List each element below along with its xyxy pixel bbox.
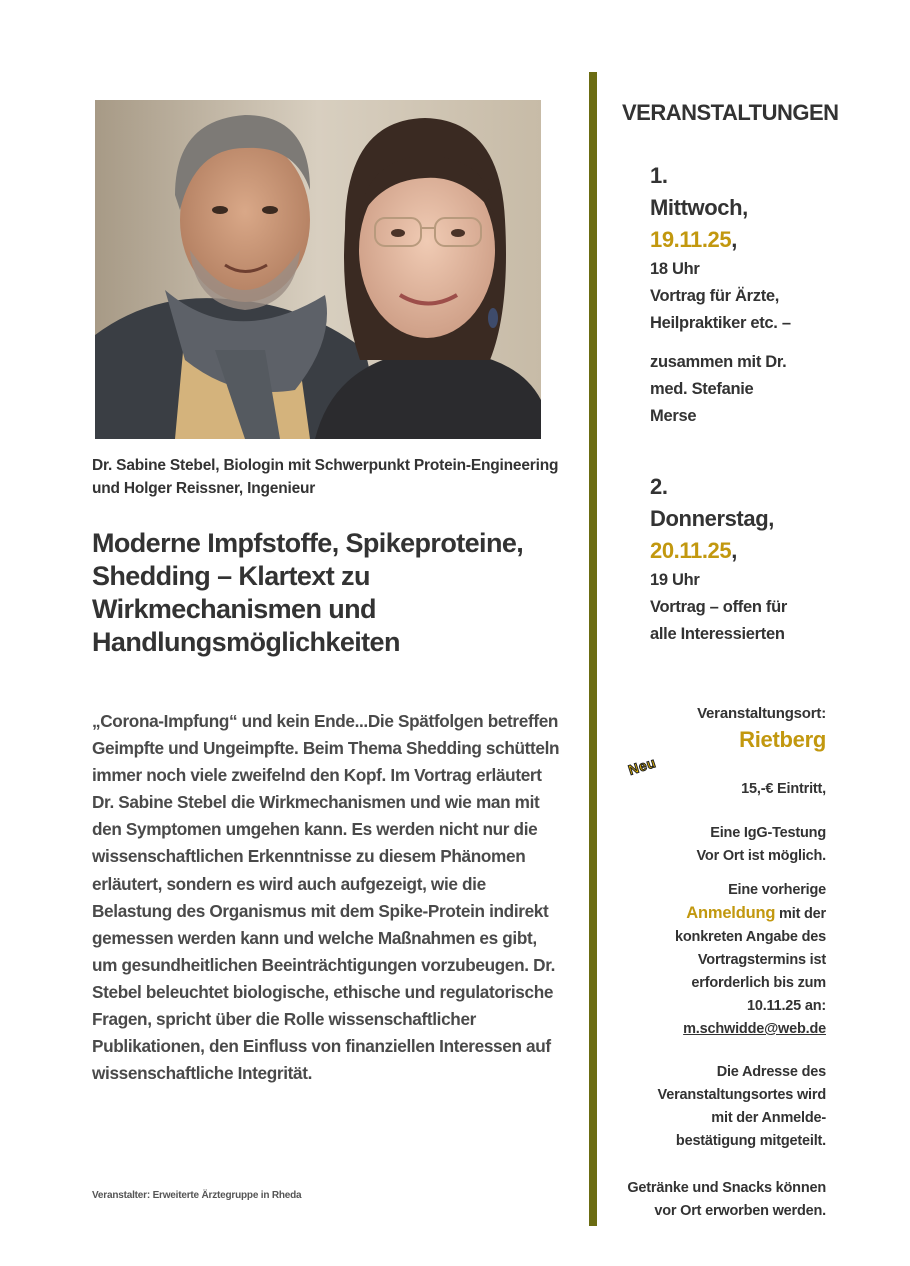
event-number: 2. [650, 474, 668, 499]
events-heading: VERANSTALTUNGEN [622, 100, 839, 125]
event-date: 19.11.25, [650, 227, 737, 252]
lecture-title: Moderne Impfstoffe, Spikeproteine, Shedding – Klartext zu Wirkmechanismen und Handlungsmöglichkeiten [92, 528, 524, 657]
event-time: 19 Uhr [650, 571, 700, 589]
registration-email-link[interactable]: m.schwidde@web.de [683, 1021, 826, 1037]
event-day: Mittwoch, [650, 195, 748, 220]
test-line: Eine IgG-Testung [710, 825, 826, 841]
venue-place: Rietberg [739, 727, 826, 752]
entry-fee: 15,-€ Eintritt, [741, 781, 826, 797]
registration-line: erforderlich bis zum [691, 975, 826, 991]
registration-line: Anmeldung mit der [686, 904, 826, 922]
organizer-note: Veranstalter: Erweiterte Ärztegruppe in Rheda [92, 1190, 302, 1201]
event-number: 1. [650, 163, 668, 188]
event-line: alle Interessierten [650, 625, 785, 643]
fee-block [610, 778, 826, 801]
snacks-note [610, 1177, 826, 1223]
event-date: 20.11.25, [650, 538, 737, 563]
snacks-line: Getränke und Snacks können [627, 1180, 826, 1196]
test-block [610, 822, 826, 868]
test-line: Vor Ort ist möglich. [696, 848, 826, 864]
photo-caption: Dr. Sabine Stebel, Biologin mit Schwerpunkt Protein-Engineering und Holger Reissner, Ingenieur [92, 457, 559, 497]
address-line: bestätigung mitgeteilt. [675, 1133, 826, 1149]
address-line: mit der Anmelde- [711, 1110, 826, 1126]
address-line: Veranstaltungsortes wird [657, 1087, 826, 1103]
snacks-line: vor Ort erworben werden. [654, 1203, 826, 1219]
address-line: Die Adresse des [716, 1064, 826, 1080]
event-line: Merse [650, 407, 697, 425]
event-line: Vortrag – offen für [650, 598, 787, 616]
lecture-description: „Corona-Impfung“ und kein Ende...Die Spätfolgen betreffen Geimpfte und Ungeimpfte. Beim Thema Shedding schütteln immer noch viele zweifelnd den Kopf. Im Vortrag erläutert Dr. Sabine Stebel die Wirkmechanismen und wie man mit den Symptomen umgehen kann. Es werden nicht nur die wissenschaftlichen Erkenntnisse zu diesem Phänomen erläutert, sondern es wird auch aufgezeigt, wie die Belastung des Organismus mit dem Spike-Protein indirekt gemessen werden kann und welche Maßnahmen es gibt, um gesundheitlichen Beeinträchtigungen vorzubeugen. Dr. Stebel beleuchtet biologische, ethische und regulatorische Fragen, spricht über die Rolle wissenschaftlicher Publikationen, den Einfluss von finanziellen Interessen auf wissenschaftliche Integrität. [92, 711, 560, 1084]
event-line: Vortrag für Ärzte, [650, 287, 780, 305]
event-time: 18 Uhr [650, 260, 700, 278]
registration-line: Vortragstermins ist [697, 952, 826, 968]
column-divider [589, 72, 597, 1226]
registration-line: Eine vorherige [728, 882, 826, 898]
new-badge: Neu [626, 754, 658, 778]
registration-line: konkreten Angabe des [675, 929, 826, 945]
event-line: Heilpraktiker etc. – [650, 314, 791, 332]
speakers-photo [95, 100, 541, 439]
event-day: Donnerstag, [650, 506, 774, 531]
venue-label: Veranstaltungsort: [697, 705, 826, 722]
event-2 [650, 471, 787, 648]
address-note [610, 1061, 826, 1153]
event-line: med. Stefanie [650, 380, 754, 398]
registration-line: 10.11.25 an: [746, 998, 826, 1014]
registration-block [610, 879, 826, 1041]
event-1 [650, 160, 791, 430]
venue-block [610, 702, 826, 755]
event-line: zusammen mit Dr. [650, 353, 787, 371]
